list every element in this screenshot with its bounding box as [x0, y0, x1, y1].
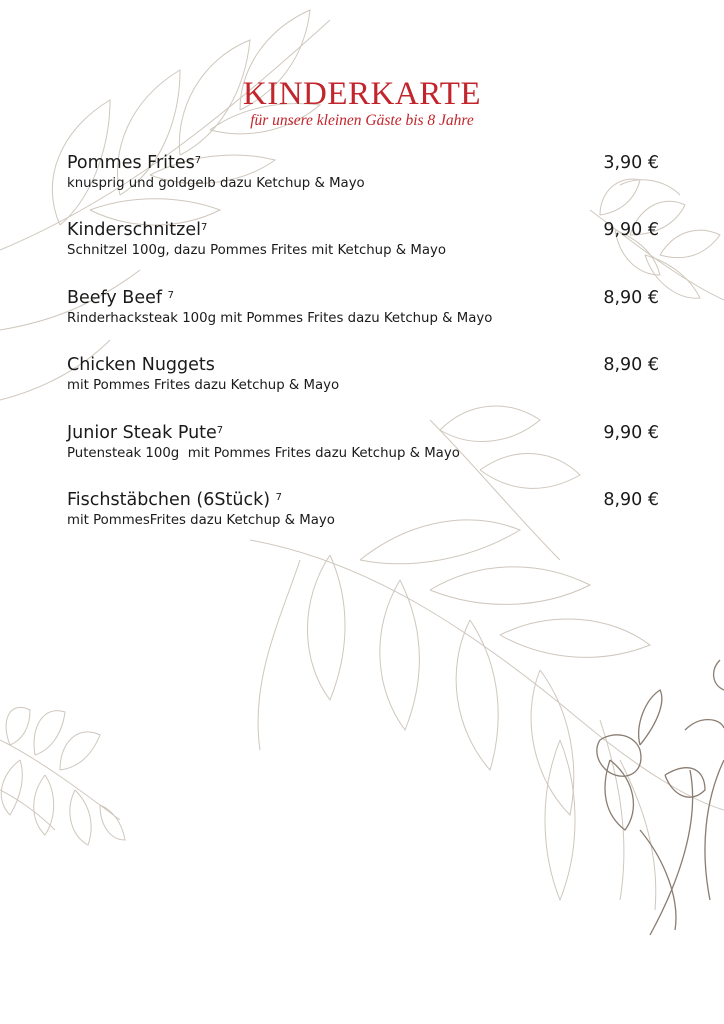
item-name: Pommes Frites$^7$: [67, 153, 202, 173]
menu-item: [67, 152, 659, 193]
menu-item: [67, 287, 659, 328]
item-description: Putensteak 100g mit Pommes Frites dazu Ketchup & Mayo: [67, 446, 460, 461]
menu-item: [67, 489, 659, 530]
menu-item: [67, 219, 659, 260]
item-price: 9,90 €: [603, 220, 659, 240]
item-price: 3,90 €: [603, 153, 659, 173]
item-name: Chicken Nuggets: [67, 355, 215, 375]
allergen-note: 7: [216, 425, 224, 436]
item-name: Junior Steak Pute$^7$: [67, 423, 224, 443]
item-description: mit Pommes Frites dazu Ketchup & Mayo: [67, 378, 340, 393]
item-price: 8,90 €: [603, 355, 659, 375]
allergen-note: 7: [200, 222, 208, 233]
menu-header: [0, 76, 724, 130]
item-description: Schnitzel 100g, dazu Pommes Frites mit Ketchup & Mayo: [67, 243, 446, 258]
item-price: 8,90 €: [603, 288, 659, 308]
allergen-note: 7: [275, 492, 282, 503]
allergen-note: 7: [167, 290, 174, 301]
menu-subtitle: für unsere kleinen Gäste bis 8 Jahre: [250, 112, 474, 129]
item-name: Kinderschnitzel$^7$: [67, 220, 208, 240]
menu-title: KINDERKARTE: [242, 76, 482, 112]
item-name: Fischstäbchen (6Stück) $^7$: [67, 490, 282, 510]
item-name: Beefy Beef $^7$: [67, 288, 174, 308]
menu-item: [67, 354, 659, 395]
allergen-note: 7: [194, 155, 202, 166]
item-description: knusprig und goldgelb dazu Ketchup & Mayo: [67, 176, 365, 191]
item-description: Rinderhacksteak 100g mit Pommes Frites dazu Ketchup & Mayo: [67, 311, 493, 326]
item-price: 9,90 €: [603, 423, 659, 443]
item-description: mit PommesFrites dazu Ketchup & Mayo: [67, 513, 335, 528]
item-price: 8,90 €: [603, 490, 659, 510]
menu-item: [67, 422, 659, 463]
